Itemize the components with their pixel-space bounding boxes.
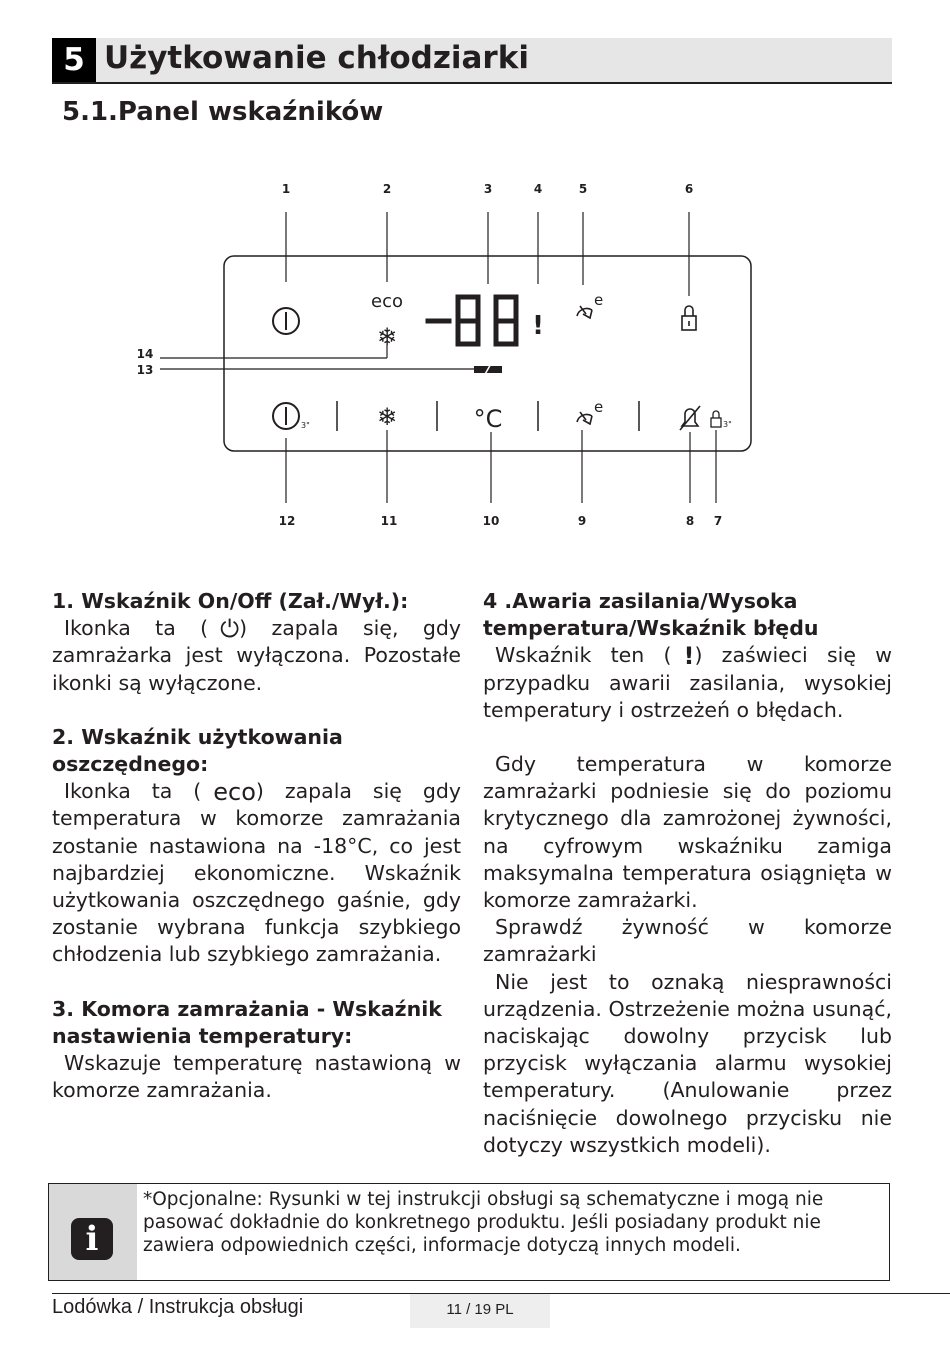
callout-7: 7 [713,514,723,528]
dash-segment-icon [474,362,502,376]
super-eco-bottom-icon [577,412,592,424]
super-eco-icon [577,306,592,318]
lock-icon [682,306,696,330]
callout-10: 10 [482,514,500,528]
digits-display [428,297,516,344]
s4-paragraph-3: Sprawdź żywność w komorze zamrażarki [483,915,892,967]
eco-inline-icon: eco [213,778,256,807]
celsius-icon: °C [473,405,503,433]
power-3s-icon [273,403,299,429]
s2-body: Ikonka ta ( eco) zapala się gdy temperatura w komorze zamrażania zostanie nastawiona na -18°C, co jest najbardziej ekonomiczne. Wskaźnik użytkowania oszczędnego gaśnie, gdy zostanie wybrana funkcja szybkiego chłodzenia lub szybkiego zamrażania. [52,778,461,967]
snowflake-bottom-icon: ❄ [376,403,398,431]
chapter-title: Użytkowanie chłodziarki [104,40,529,76]
alarm-off-icon [680,406,700,430]
callout-3: 3 [483,182,493,196]
power-icon [273,308,299,334]
callout-4: 4 [533,182,543,196]
callout-8: 8 [685,514,695,528]
s4-paragraph-4: Nie jest to oznaką niesprawności urządzenia. Ostrzeżenie można usunąć, naciskając dowolny przycisk lub przycisk wyłączania alarmu wysokiej temperatury. (Anulowanie przez naciśnięcie dowolnego przycisku nie dotyczy wszystkich modeli). [483,969,892,1157]
callout-2: 2 [382,182,392,196]
callout-13: 13 [136,363,154,377]
lock-3s-icon [711,411,721,427]
lock-3s-label: 3" [723,420,732,429]
s4-paragraph-2: Gdy temperatura w komorze zamrażarki podniesie się do poziomu krytycznego dla zamrożonej żywności, na cyfrowym wskaźniku zamiga maksymalna temperatura osiągnięta w komorze zamrażarki. [483,752,892,913]
s4-body: Wskaźnik ten ( !) zaświeci się w przypadku awarii zasilania, wysokiej temperatury i ostrzeżeń o błędach. [483,642,892,722]
note-box [48,1183,890,1281]
s3-title: 3. Komora zamrażania - Wskaźnik nastawienia temperatury: [52,996,442,1048]
callout-14: 14 [136,347,154,361]
s2-title: 2. Wskaźnik użytkowania oszczędnego: [52,724,343,777]
callout-6: 6 [684,182,694,196]
exclamation-inline-icon: ! [683,642,695,671]
eco-icon: eco [371,291,403,312]
indicator-panel-diagram [0,0,950,560]
callout-5: 5 [578,182,588,196]
page-number: 11 / 19 PL [410,1294,550,1328]
footer-title: Lodówka / Instrukcja obsługi [52,1296,304,1318]
callout-11: 11 [380,514,398,528]
s1-title: 1. Wskaźnik On/Off (Zał./Wył.): [52,589,409,613]
callout-9: 9 [577,514,587,528]
s3-body: Wskazuje temperaturę nastawioną w komorze zamrażania. [52,1051,461,1103]
section-title: 5.1.Panel wskaźników [62,97,384,127]
exclamation-icon: ! [532,311,544,341]
callout-12: 12 [278,514,296,528]
callout-1: 1 [281,182,291,196]
power-3s-label: 3" [301,421,310,430]
chapter-number: 5 [52,38,96,82]
s1-body: Ikonka ta ( ⏻) zapala się, gdy zamrażarka jest wyłączona. Pozostałe ikonki są wyłączone. [52,615,461,695]
note-text: *Opcjonalne: Rysunki w tej instrukcji obsługi są schematyczne i mogą nie pasować dokładnie do konkretnego produktu. Jeśli posiadany produkt nie zawiera odpowiednich części, informacje dotyczą innych modeli. [143,1189,824,1256]
left-column [52,588,461,1104]
info-icon: i [71,1218,113,1260]
power-inline-icon: ⏻ [220,615,240,644]
snowflake-icon: ❄ [376,323,398,351]
s4-title: 4 .Awaria zasilania/Wysoka temperatura/Wskaźnik błędu [483,589,819,641]
note-side [49,1184,137,1280]
super-eco-bottom-e: e [594,398,604,416]
right-column [483,588,892,1159]
super-eco-e: e [594,291,604,309]
